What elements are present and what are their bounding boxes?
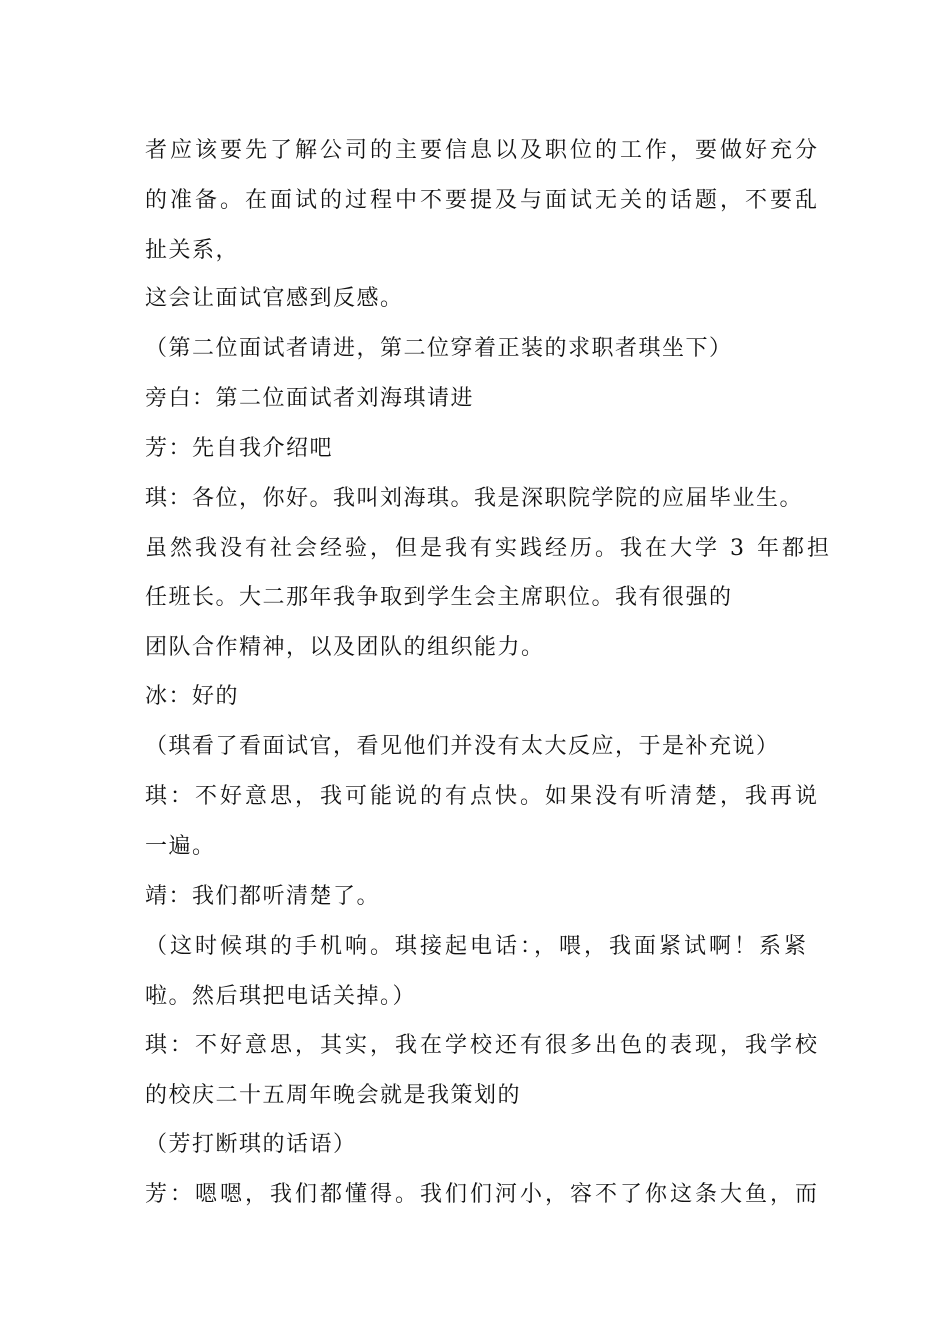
stage-direction: （芳打断琪的话语） xyxy=(145,1132,357,1157)
dialogue-line: 芳：先自我介绍吧 xyxy=(145,436,334,461)
stage-direction: 啦。然后琪把电话关掉。） xyxy=(145,984,417,1009)
text-line: 这会让面试官感到反感。 xyxy=(145,286,404,311)
text-line: 者应该要先了解公司的主要信息以及职位的工作，要做好充分 xyxy=(145,138,821,163)
dialogue-line: 琪：不好意思，其实，我在学校还有很多出色的表现，我学校 xyxy=(145,1033,821,1058)
stage-direction: （这时候琪的手机响。琪接起电话：，喂，我面紧试啊！系紧 xyxy=(145,934,810,959)
text-line: 扯关系， xyxy=(145,238,240,263)
dialogue-line: 虽然我没有社会经验，但是我有实践经历。我在大学 3 年都担 xyxy=(145,536,832,561)
dialogue-line: 的校庆二十五周年晚会就是我策划的 xyxy=(145,1083,522,1108)
stage-direction: （琪看了看面试官，看见他们并没有太大反应，于是补充说） xyxy=(145,734,780,759)
dialogue-line: 一遍。 xyxy=(145,834,216,859)
dialogue-line: 任班长。大二那年我争取到学生会主席职位。我有很强的 xyxy=(145,585,733,610)
text-line: 的准备。在面试的过程中不要提及与面试无关的话题，不要乱 xyxy=(145,188,821,213)
dialogue-line: 冰：好的 xyxy=(145,684,240,709)
dialogue-line: 旁白：第二位面试者刘海琪请进 xyxy=(145,386,475,411)
stage-direction: （第二位面试者请进，第二位穿着正装的求职者琪坐下） xyxy=(145,336,733,361)
dialogue-line: 团队合作精神，以及团队的组织能力。 xyxy=(145,635,545,660)
dialogue-line: 靖：我们都听清楚了。 xyxy=(145,884,381,909)
dialogue-line: 芳：嗯嗯，我们都懂得。我们们河小，容不了你这条大鱼，而 xyxy=(145,1182,821,1207)
dialogue-line: 琪：不好意思，我可能说的有点快。如果没有听清楚，我再说 xyxy=(145,784,821,809)
dialogue-line: 琪：各位，你好。我叫刘海琪。我是深职院学院的应届毕业生。 xyxy=(145,486,804,511)
